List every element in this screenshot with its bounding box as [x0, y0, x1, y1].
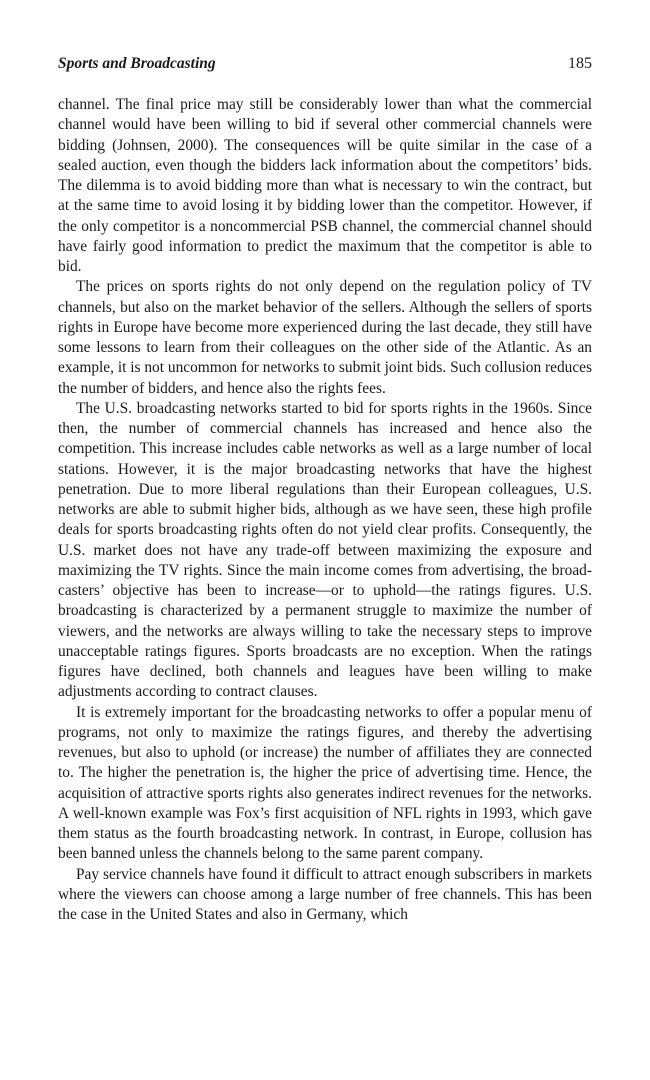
book-page: [58, 54, 592, 925]
paragraph: It is extremely important for the broadcasting networks to offer a popular menu of programs, not only to maximize the ratings figures, and thereby the advertising revenues, but also to uphold (or increase) the number of affiliates they are connected to. The higher the penetration is, the higher the price of advertising time. Hence, the acquisition of attractive sports rights also generates indirect revenues for the networks. A well-known example was Fox’s first acquisition of NFL rights in 1993, which gave them status as the fourth broadcasting network. In contrast, in Europe, collusion has been banned unless the channels belong to the same parent company.: [58, 703, 592, 863]
running-title: Sports and Broadcasting: [58, 55, 216, 72]
paragraph: The U.S. broadcasting networks started to bid for sports rights in the 1960s. Since then, the number of commercial channels has increased and hence also the competition. This increase includes cable networks as well as a large number of local stations. However, it is the major broadcasting networks that have the highest penetration. Due to more liberal regulations than their European colleagues, U.S. networks are able to submit higher bids, although as we have seen, these high profile deals for sports broadcasting rights often do not yield clear profits. Consequently, the U.S. market does not have any trade-off between maximizing the exposure and maximizing the TV rights. Since the main income comes from advertising, the broadcasters’ objective has been to increase—or to uphold—the ratings figures. U.S. broadcasting is characterized by a permanent struggle to maximize the number of viewers, and the networks are always willing to take the necessary steps to improve unacceptable ratings figures. Sports broadcasts are no exception. When the ratings figures have declined, both channels and leagues have been willing to make adjustments according to contract clauses.: [58, 399, 592, 701]
paragraph: channel. The final price may still be considerably lower than what the commercial channel would have been willing to bid if several other commercial channels were bidding (Johnsen, 2000). The consequences will be quite similar in the case of a sealed auction, even though the bidders lack information about the competitors’ bids. The dilemma is to avoid bidding more than what is necessary to win the contract, but at the same time to avoid losing it by bidding lower than the competitor. However, if the only competitor is a noncommercial PSB channel, the commercial channel should have fairly good information to predict the maximum that the competitor is able to bid.: [58, 96, 592, 275]
body-text: [58, 95, 592, 925]
page-number: 185: [568, 55, 592, 72]
paragraph: The prices on sports rights do not only depend on the regulation policy of TV channels, but also on the market behavior of the sellers. Although the sellers of sports rights in Europe have become more experienced during the last decade, they still have some lessons to learn from their colleagues on the other side of the Atlantic. As an example, it is not uncommon for networks to submit joint bids. Such collusion reduces the number of bidders, and hence also the rights fees.: [58, 278, 592, 397]
paragraph: Pay service channels have found it difficult to attract enough subscribers in markets where the viewers can choose among a large number of free channels. This has been the case in the United States and also in Germany, which: [58, 865, 592, 923]
running-header: [58, 54, 592, 74]
